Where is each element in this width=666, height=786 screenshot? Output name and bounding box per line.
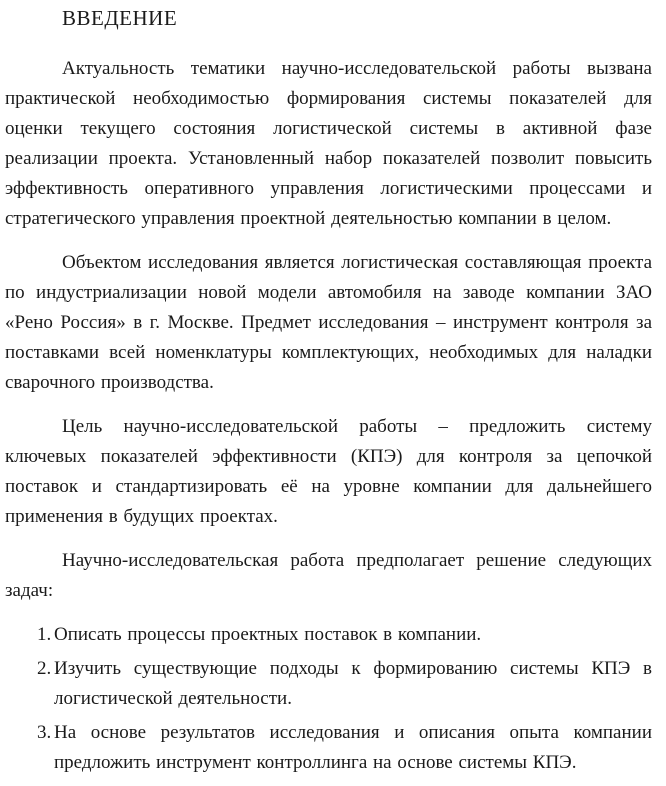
task-number: 1. [37,624,52,645]
task-item [37,654,652,714]
task-item [37,718,652,778]
task-list [5,620,652,778]
task-number: 2. [37,658,52,679]
paragraph-object-of-research: Объектом исследования является логистическая составляющая проекта по индустриализации новой модели автомобиля на заводе компании ЗАО «Рено Россия» в г. Москве. Предмет исследования – инструмент контроля за поставками всей номенклатуры комплектующих, необходимых для наладки сварочного производства. [5,252,652,393]
paragraph-tasks-intro: Научно-исследовательская работа предполагает решение следующих задач: [5,550,652,601]
task-number: 3. [37,722,52,743]
task-text: Описать процессы проектных поставок в компании. [54,624,482,645]
paragraph-relevance: Актуальность тематики научно-исследовательской работы вызвана практической необходимостью формирования системы показателей для оценки текущего состояния логистической системы в активной фазе реализации проекта. Установленный набор показателей позволит повысить эффективность оперативного управления логистическими процессами и стратегического управления проектной деятельностью компании в целом. [5,58,652,229]
task-text: На основе результатов исследования и описания опыта компании предложить инструмент контроллинга на основе системы КПЭ. [54,722,652,773]
paragraph-goal: Цель научно-исследовательской работы – предложить систему ключевых показателей эффективности (КПЭ) для контроля за цепочкой поставок и стандартизировать её на уровне компании для дальнейшего применения в будущих проектах. [5,416,652,527]
task-item [37,620,652,650]
task-text: Изучить существующие подходы к формированию системы КПЭ в логистической деятельности. [54,658,652,709]
section-title: ВВЕДЕНИЕ [62,6,178,30]
